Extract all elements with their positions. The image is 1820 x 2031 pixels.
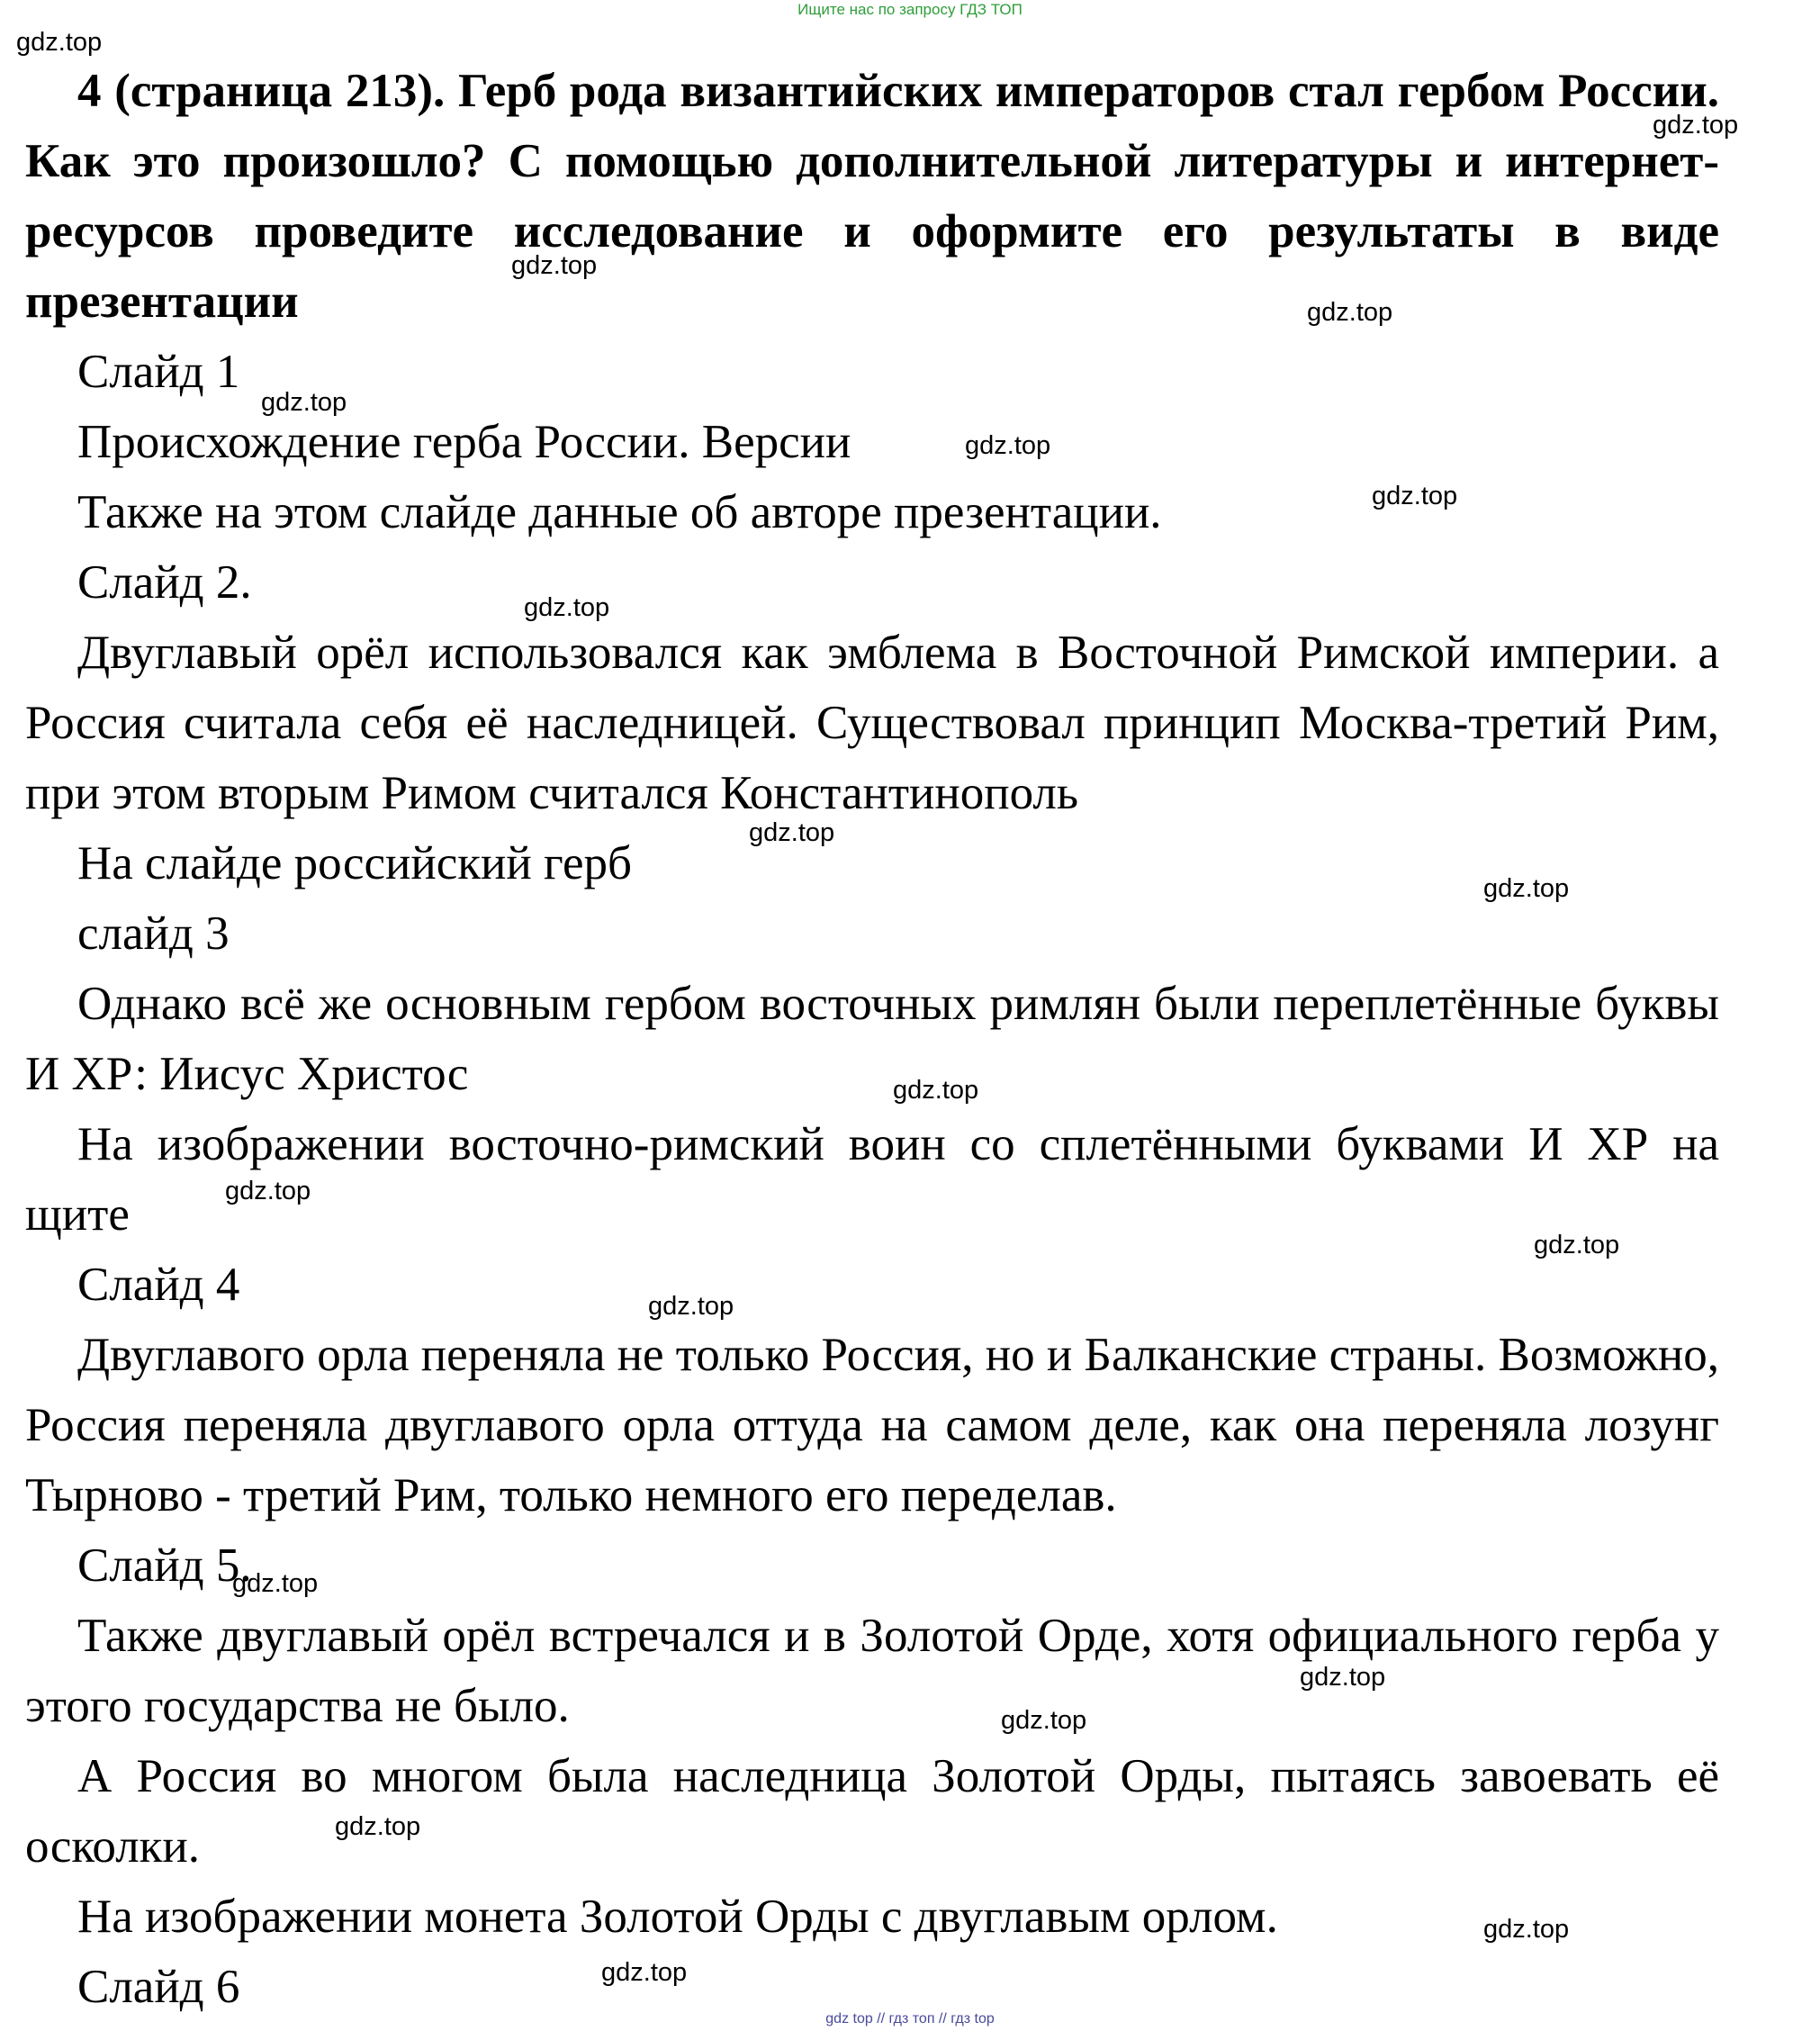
paragraph: Слайд 5. — [77, 1539, 252, 1592]
paragraph: А Россия во многом была наследница Золотой Орды, пытаясь завоевать её осколки. — [25, 1750, 1719, 1873]
document-body — [25, 56, 1719, 2022]
watermark: gdz.top — [524, 593, 610, 622]
paragraph: Слайд 4 — [77, 1259, 240, 1311]
watermark: gdz.top — [1483, 1915, 1570, 1944]
watermark: gdz.top — [232, 1569, 319, 1598]
watermark: gdz.top — [893, 1076, 979, 1105]
task-heading: 4 (страница 213). Герб рода византийских императоров стал гербом России. Как это произошло? С помощью дополнительной литературы и интернет-ресурсов проведите исследование и оформите его результаты в виде презентации — [25, 65, 1719, 328]
paragraph: слайд 3 — [77, 907, 230, 960]
watermark: gdz.top — [1001, 1706, 1087, 1735]
paragraph: Слайд 1 — [77, 346, 240, 398]
watermark: gdz.top — [965, 431, 1051, 460]
paragraph: На изображении монета Золотой Орды с двуглавым орлом. — [77, 1891, 1278, 1943]
watermark: gdz.top — [601, 1958, 688, 1987]
watermark: gdz.top — [1534, 1231, 1620, 1259]
watermark: gdz.top — [1653, 111, 1739, 140]
footer-links: gdz top // гдз топ // гдз top — [825, 2011, 995, 2026]
watermark: gdz.top — [1300, 1663, 1386, 1692]
watermark: gdz.top — [1483, 874, 1570, 903]
watermark: gdz.top — [1372, 482, 1458, 510]
paragraph: На изображении восточно-римский воин со сплетёнными буквами И ХР на щите — [25, 1118, 1719, 1241]
watermark: gdz.top — [511, 251, 598, 280]
watermark: gdz.top — [261, 388, 347, 417]
watermark: gdz.top — [749, 818, 835, 847]
paragraph: Происхождение герба России. Версии — [77, 416, 851, 468]
watermark: gdz.top — [16, 28, 103, 57]
paragraph: Слайд 2. — [77, 556, 252, 609]
paragraph: Также на этом слайде данные об авторе презентации. — [77, 486, 1162, 538]
paragraph: Двуглавый орёл использовался как эмблема в Восточной Римской империи. а Россия считала себя её наследницей. Существовал принцип Москва-третий Рим, при этом вторым Римом считался Константинополь — [25, 627, 1719, 819]
paragraph: Однако всё же основным гербом восточных римлян были переплетённые буквы И ХР: Иисус Христос — [25, 978, 1719, 1100]
watermark: gdz.top — [335, 1812, 421, 1841]
paragraph: На слайде российский герб — [77, 837, 633, 889]
watermark: gdz.top — [1307, 298, 1393, 327]
paragraph: Также двуглавый орёл встречался и в Золотой Орде, хотя официального герба у этого государства не было. — [25, 1610, 1719, 1732]
watermark: gdz.top — [648, 1292, 734, 1321]
watermark: gdz.top — [225, 1177, 311, 1205]
top-banner: Ищите нас по запросу ГДЗ ТОП — [797, 1, 1023, 18]
paragraph: Двуглавого орла переняла не только Россия, но и Балканские страны. Возможно, Россия переняла двуглавого орла оттуда на самом деле, как она переняла лозунг Тырново - третий Рим, только немного его переделав. — [25, 1329, 1719, 1521]
paragraph: Слайд 6 — [77, 1961, 240, 2013]
